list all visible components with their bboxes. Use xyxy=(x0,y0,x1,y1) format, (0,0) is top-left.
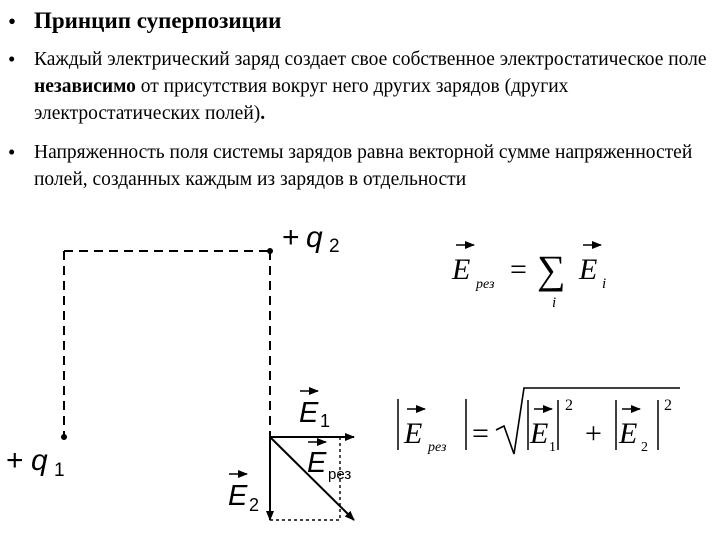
label-e1 xyxy=(299,391,330,431)
formula-mag-term1-symbol: E xyxy=(530,417,549,450)
formula-mag-term2-symbol: E xyxy=(619,417,638,450)
label-e2 xyxy=(228,474,259,515)
formula-sum-rhs-symbol: E xyxy=(579,253,598,286)
q2-index: 2 xyxy=(329,236,340,257)
formula-mag-lhs-index: рез xyxy=(428,440,447,455)
paragraph-text: от присутствия вокруг него других зарядов (других электростатических полей) xyxy=(34,76,569,124)
bullet-marker: • xyxy=(8,47,16,71)
eres-index: рез xyxy=(328,466,352,483)
bullet-marker: • xyxy=(8,140,16,164)
q2-symbol: q xyxy=(306,221,323,254)
bullet-marker: • xyxy=(8,9,17,34)
formula-sum-lhs-index: рез xyxy=(476,277,495,292)
e2-index: 2 xyxy=(249,495,260,515)
e1-symbol: E xyxy=(299,397,319,429)
formula-mag-power1: 2 xyxy=(565,397,573,414)
q1-index: 1 xyxy=(54,460,65,481)
charge-q1-dot xyxy=(61,434,67,440)
formula-sum-sigma: ∑ xyxy=(537,247,566,292)
formula-sum-lhs-symbol: E xyxy=(452,253,471,286)
paragraph-end-mark: . xyxy=(260,103,266,124)
formula-sum-index-below: i xyxy=(552,295,557,311)
dashed-square xyxy=(64,251,270,437)
q2-sign: + xyxy=(282,221,300,254)
formula-mag-term2-index: 2 xyxy=(641,440,648,455)
formula-sum-rhs-index: i xyxy=(602,276,607,292)
formula-mag-term1-index: 1 xyxy=(549,440,556,455)
formula-mag-equals: = xyxy=(472,417,489,450)
label-eres xyxy=(307,442,351,483)
paragraph-superposition: Напряженность поля системы зарядов равна векторной сумме напряженностей полей, созданных каждым из зарядов в отдельности xyxy=(34,142,693,190)
formula-mag-plus: + xyxy=(585,417,602,450)
e2-symbol: E xyxy=(228,480,248,512)
label-q1 xyxy=(6,444,65,481)
q1-symbol: q xyxy=(31,444,48,477)
formula-mag-power2: 2 xyxy=(664,397,672,414)
charge-q2-dot xyxy=(267,248,273,254)
q1-sign: + xyxy=(6,444,24,477)
label-q2 xyxy=(282,221,340,257)
paragraph-text: Каждый электрический заряд создает свое собственное электростатическое поле xyxy=(34,49,707,70)
eres-symbol: E xyxy=(307,447,327,479)
e1-index: 1 xyxy=(320,411,331,431)
formula-sum-equals: = xyxy=(510,253,527,286)
formula-vector-sum xyxy=(451,245,606,311)
emphasis-word: независимо xyxy=(34,76,136,97)
slide-title: Принцип суперпозиции xyxy=(34,8,282,33)
formula-mag-lhs-symbol: E xyxy=(404,417,423,450)
formula-magnitude xyxy=(398,388,680,455)
